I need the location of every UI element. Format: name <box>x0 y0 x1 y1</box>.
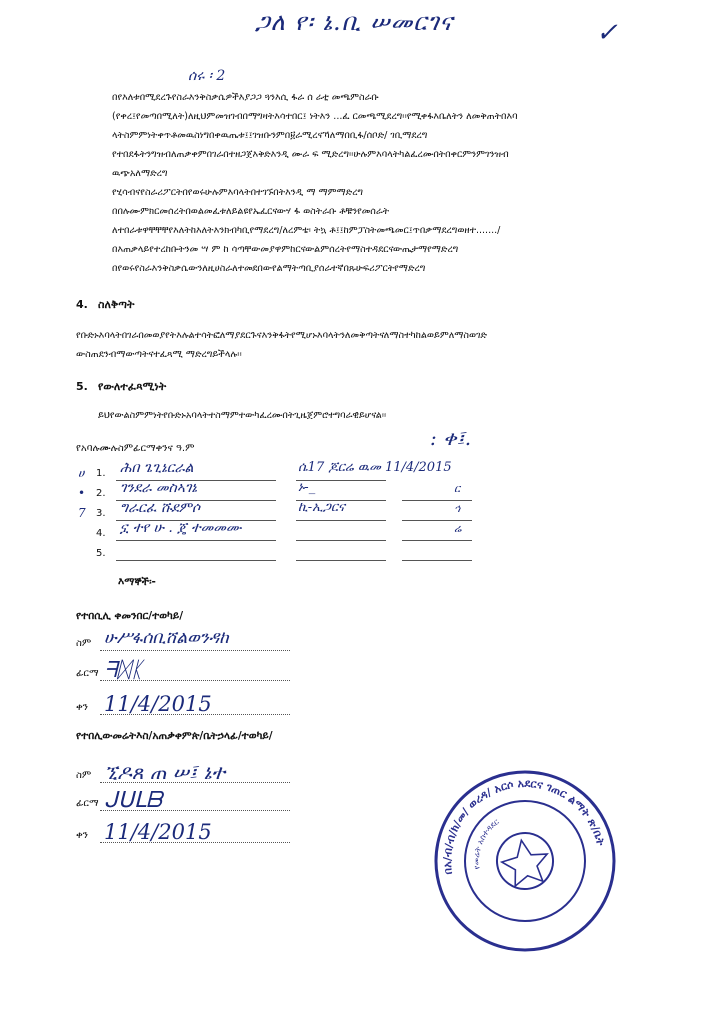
signers-handwritten-header: : ቀ፤. <box>430 426 472 450</box>
margin-mark: • <box>78 486 86 500</box>
section-4-number: 4. <box>76 298 88 311</box>
signer-number: 2. <box>96 488 106 499</box>
party2-signature-field <box>76 788 163 813</box>
stamp-outer-text: በአ/ብ/ብ/ክ/መ/ ወረዳ/ አርሶ አደርና ገጠር ልማት ጽ/ቤት <box>440 776 608 876</box>
check-mark-icon: ✓ <box>596 18 618 48</box>
party2-date-label: ቀን <box>76 830 88 841</box>
name-line <box>116 560 276 561</box>
list-item-line: • የሂሳብናየስራሪፖርትበየወሩሁሉምእባላትበተገኙበትእንዲ ማ ማምማድረግ <box>112 187 364 198</box>
stamp-inner-text: የመሬት አስተዳደር <box>471 817 501 870</box>
party1-date-value: 11/4/2015 <box>104 692 212 716</box>
list-item <box>112 259 712 278</box>
signer-name: ኗ ተየ ሁ . ጄ ተመመሙ <box>120 520 242 536</box>
party2-name-field <box>76 760 225 784</box>
signer-name: ሕበ ጌጊኔርራል <box>120 460 194 476</box>
signer-mark: ሬ <box>454 522 462 535</box>
party2-title: የተበሊውመሬትእስ/አጠቃቀምጵ/ቤትኃላፊ/ተወካይ/ <box>76 730 273 742</box>
section-4-title: ስለቅጣት <box>98 298 135 311</box>
list-item <box>112 202 712 221</box>
official-stamp-icon <box>432 768 618 954</box>
witness-title: እማኞች፡- <box>118 576 156 588</box>
margin-mark: 7 <box>78 506 86 520</box>
list-item-line: • የተበደፋትንግዝብለጠቃቀምበገራበተዘጋጀእቅድእንዲ ሙራ ፍ ሚድረግ፡፡ሁሉምእባላትካልፈረሙበትበቀርምንምገንዝብ <box>112 149 509 160</box>
signers-label: የአባሉሙሉስምፊርማቀንና ዓ.ም <box>76 443 195 454</box>
field-line <box>100 650 290 651</box>
list-item <box>112 221 712 240</box>
list-item-line: ዉጭአለማድረግ <box>112 168 168 179</box>
section-5-number: 5. <box>76 380 88 393</box>
signer-mark: ር <box>454 482 461 495</box>
party1-name-field <box>76 628 229 649</box>
party1-signature-field <box>76 658 144 683</box>
signer-number: 1. <box>96 468 106 479</box>
margin-mark: ሀ <box>78 466 85 480</box>
party1-signature: ᖷᛞᛕ <box>104 658 144 683</box>
signer-number: 4. <box>96 528 106 539</box>
list-item-line: • በየእለቱበሚደረጉየስራእንቅስቃሴዎችእያጋጋ ጓንእሲ ፋራ ሰ ራቲ መጫምስራቡ <box>112 92 379 103</box>
party1-date-label: ቀን <box>76 702 88 713</box>
signer-signature: ኪ-ኢጋርና <box>298 500 345 515</box>
date-line <box>402 500 472 501</box>
date-line <box>402 540 472 541</box>
party1-title: የተበሲሊ ቀመንበር/ተወካይ/ <box>76 610 184 622</box>
list-item <box>112 88 712 145</box>
date-line <box>402 560 472 561</box>
signature-line <box>296 560 386 561</box>
list-item-line: • በየወሩየስራእንቅስቃሴውንለዚሀስራለተመደበውየልማትጣቢያሰራተኛበጹሁፍሪፖርትየማድረግ <box>112 263 426 274</box>
party2-name-label: ስም <box>76 770 92 781</box>
party1-date-field <box>76 692 212 716</box>
stamp-emblem-ring <box>493 829 558 894</box>
party2-date-field <box>76 820 212 844</box>
section-4-text: የቡድኑእባላትበገራበመወያየትእሉልተሳትፎለማያደርጉናእንቅፋትየሚሆኑእባላትንለመቅጣትናለማስተካከልወይምለማስወገድ <box>76 330 487 341</box>
signer-number: 3. <box>96 508 106 519</box>
signer-signature: ኑ-_ <box>298 480 316 495</box>
party1-name-value: ሁሥፋሰቢሸልወንዳከ <box>104 628 229 648</box>
party1-name-label: ስም <box>76 638 92 649</box>
duties-list <box>90 88 712 278</box>
list-item <box>112 183 712 202</box>
section-5-title: የውለተፈጻሚነት <box>98 380 167 393</box>
signer-mark: ኅ <box>454 502 461 515</box>
list-item-line: • በእጠቃላይየተረከቡትንመ ሣ ም ከ ሳጣቸውመያዋምከርናውልምሰረትየማስተዳደርናውጤታማየማድረግ <box>112 244 459 255</box>
stamp-star-icon <box>499 836 552 887</box>
signer-name: ገንደራ መስኣገኔ <box>120 480 197 496</box>
name-line <box>116 540 276 541</box>
section-5-text: ይህየውልስምምነትየቡድኑአባላትተስማምተውካፈረሙበትጊዜጀምሮተግባራዊይሆናል፡፡ <box>98 410 387 421</box>
signer-name: ግራርፈ ሹደምሶ <box>120 500 201 516</box>
signer-row <box>82 520 582 544</box>
signer-number: 5. <box>96 548 106 559</box>
signer-row <box>82 546 582 564</box>
list-item <box>112 240 712 259</box>
signature-line <box>296 540 386 541</box>
party2-date-value: 11/4/2015 <box>104 820 212 844</box>
party2-signature: ᒍᑌᒪᗷ <box>104 788 163 813</box>
list-item-line: (የቀረ፤የመጣበሚለት)ለዚህምመዝገብበማግዛትእሳተበር፤ ነትእን ...ፈ ርመጫሚደረግ፡፡የሚቀፋእቤለትን ለመቅጠትበእባ <box>112 111 518 122</box>
handwritten-note: ሰሩ ፡ 2 <box>188 68 226 84</box>
list-item-line: • ለተበራቱዋቸቸቸየእለትከእለትእንክብካቢየማደረግ/ለረምቴ፡ ትኳ ቶ፤፤ከምፓስትመጫመር፤ጥበቃማደረግወዘተ......./ <box>112 225 501 236</box>
signature-line <box>296 520 386 521</box>
party1-sig-label: ፊርማ <box>76 668 99 679</box>
date-line <box>402 520 472 521</box>
handwritten-title: ጋለ የ፡ ኔ.ቢ ሠመርገና <box>255 8 454 36</box>
stamp-outer-ring <box>432 768 618 954</box>
list-item-line: • በበሉሙምክርመሰረትበወልመፈቱለይልዩየኤፈርናውሃ ፋ ወስትራቡ ቶቹንየመሰራት <box>112 206 390 217</box>
section-4-text: ውስጠደንብማውጣትናተፈጻሚ ማድረግይችላሉ፡፡ <box>76 349 242 360</box>
party2-sig-label: ፊርማ <box>76 798 99 809</box>
list-item-line: ላትስምምነትቀጥቶመዉስነግበቀዉጤቱ፤፤ገዝቡንምበ፱ራሚረናኻለማበቢፋ/ሰቦድ/ ገቢማደረግ <box>112 130 428 141</box>
list-item <box>112 145 712 183</box>
party2-name-value: ኚዶጸ ጠ ሠ፤ ኔተ <box>104 760 225 784</box>
signer-signature: ሴ17 ጆርሬ ዉመ 11/4/2015 <box>298 460 452 475</box>
